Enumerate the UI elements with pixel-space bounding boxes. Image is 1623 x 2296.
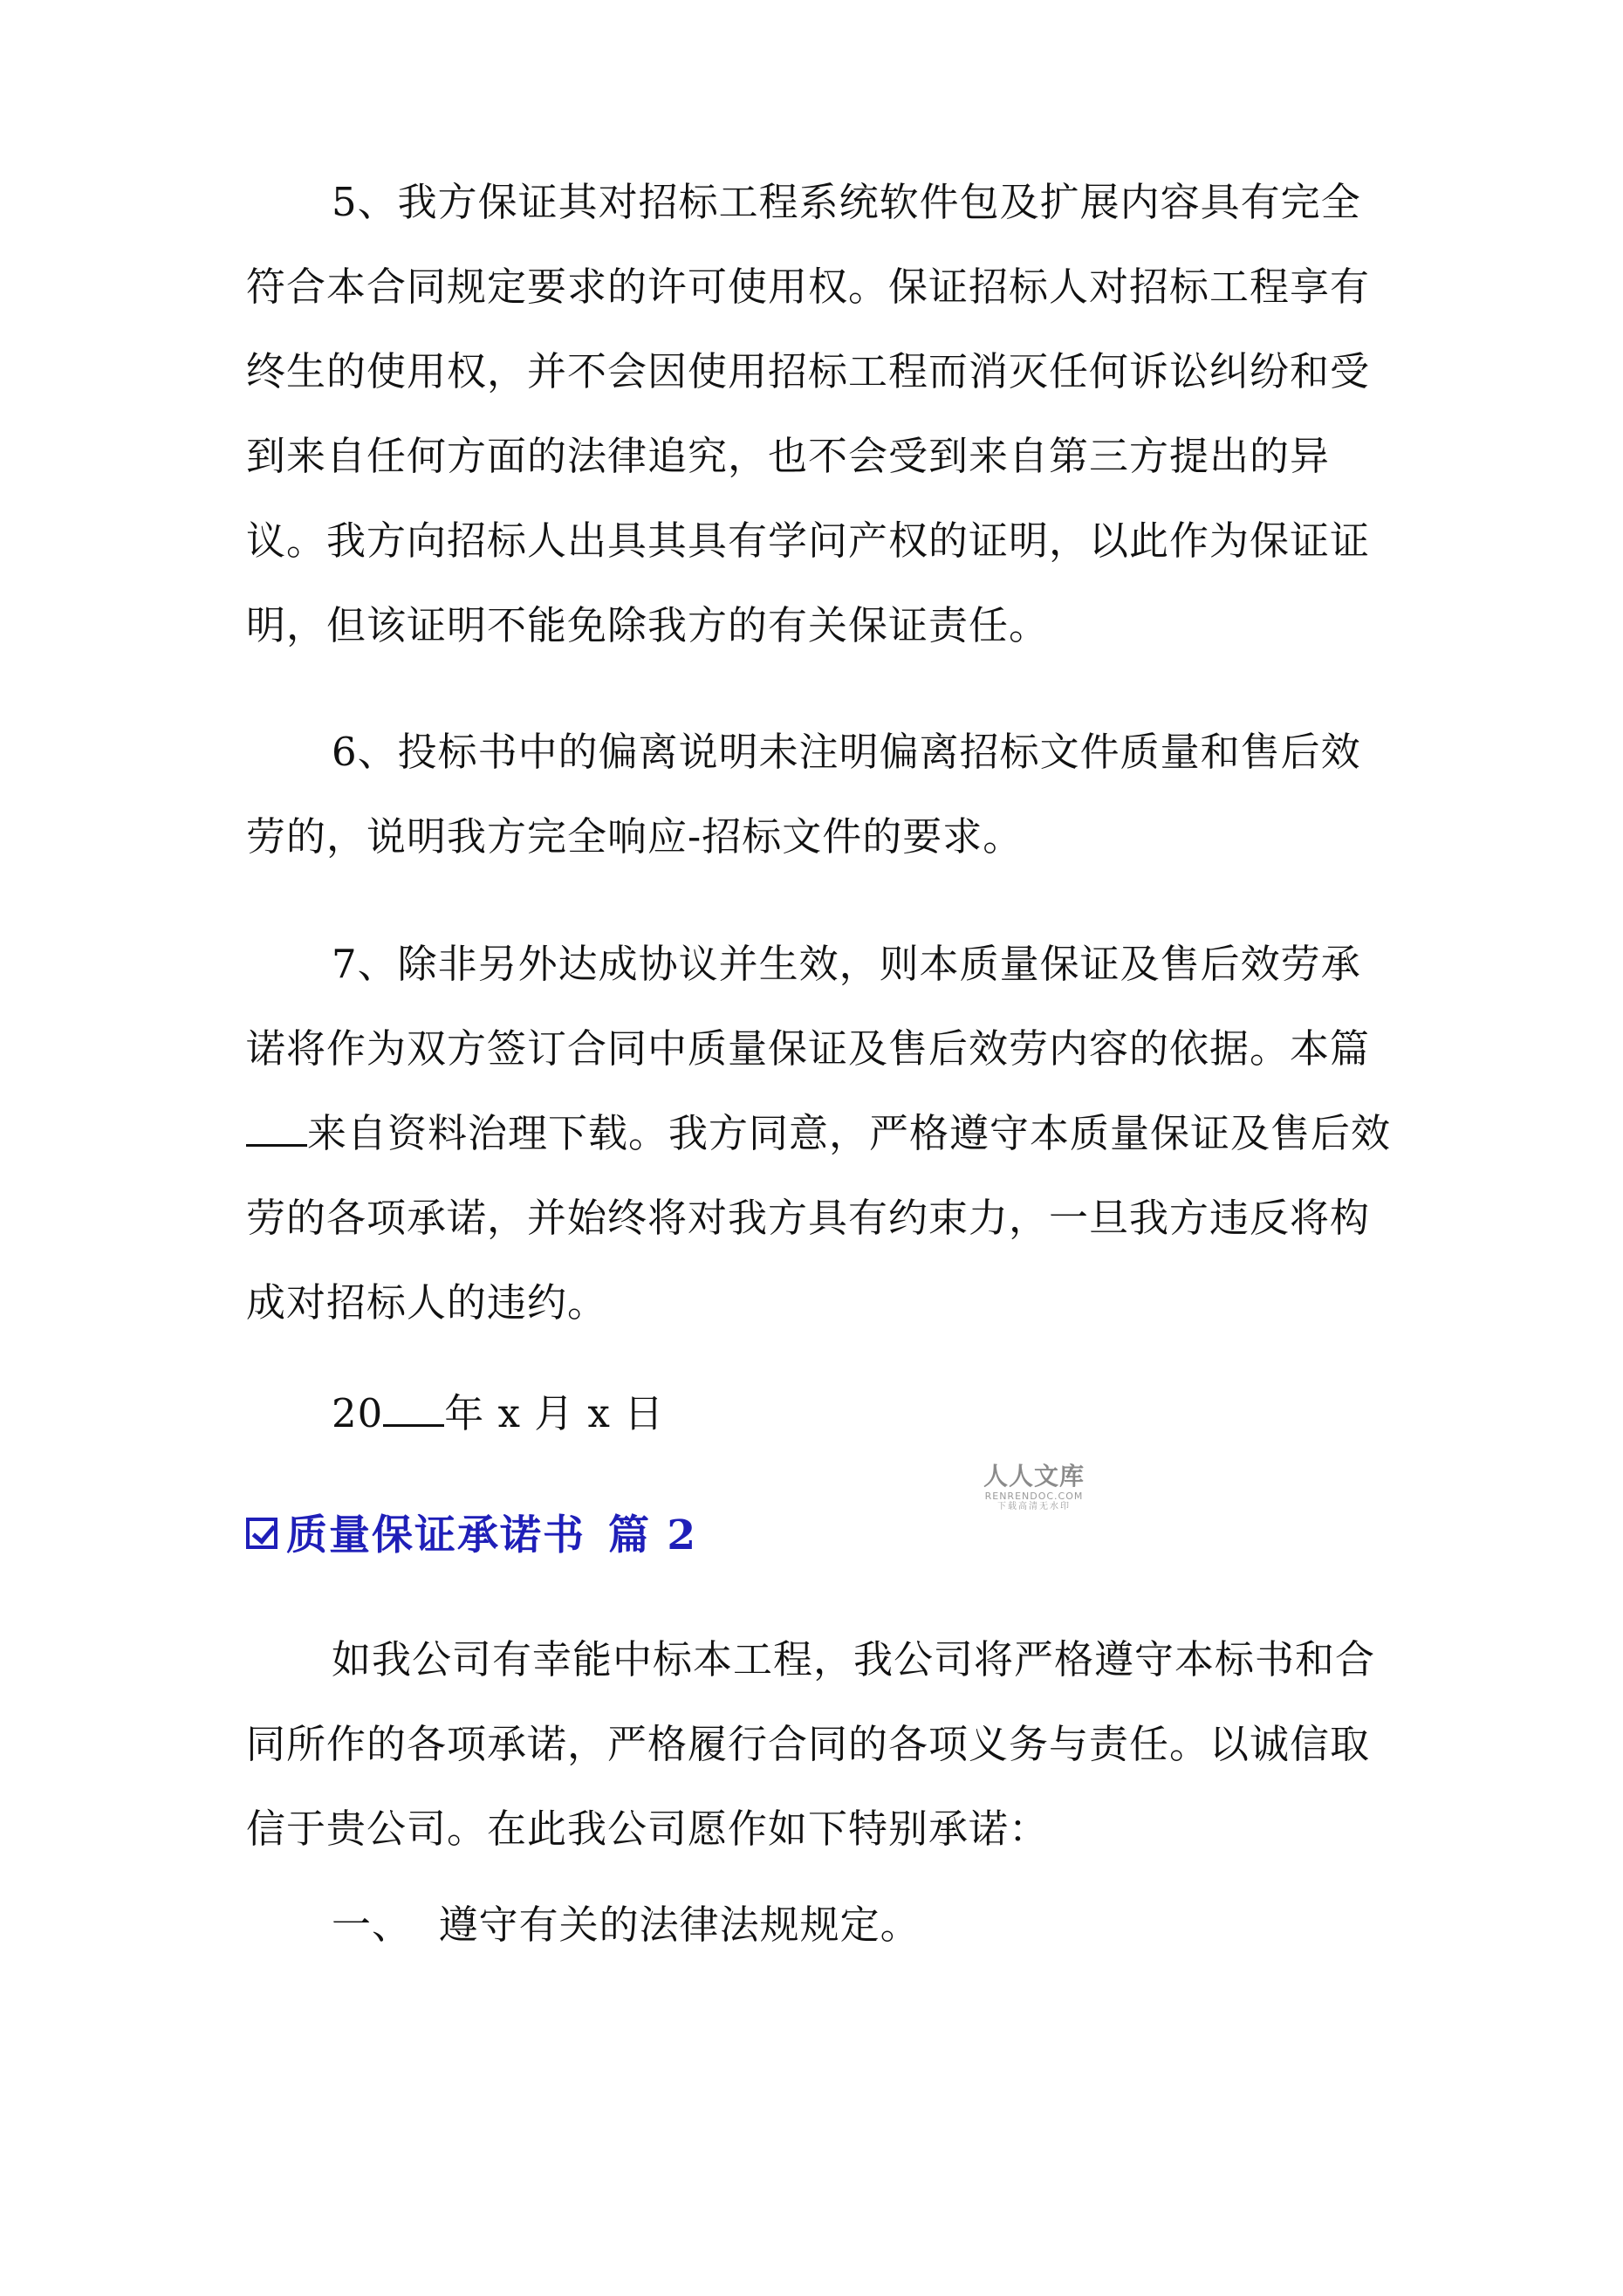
watermark-sub: 下载高清无水印 [997, 1502, 1071, 1511]
heading-title: 质量保证承诺书 [286, 1511, 586, 1559]
date-line [332, 1383, 664, 1444]
paragraph-intro [246, 1617, 1398, 1871]
paragraph-line: 信于贵公司。在此我公司愿作如下特别承诺： [246, 1806, 1050, 1852]
paragraph-line: 劳的各项承诺，并始终将对我方具有约束力，一旦我方违反将构 [246, 1195, 1371, 1241]
list-item-1 [246, 1882, 1398, 1967]
paragraph-line: 成对招标人的违约。 [246, 1279, 608, 1326]
heading-suffix: 篇 2 [608, 1511, 698, 1559]
watermark-url: RENRENDOC.COM [984, 1491, 1084, 1502]
paragraph-line: 5、我方保证其对招标工程系统软件包及扩展内容具有完全 [332, 179, 1361, 225]
paragraph-5 [246, 160, 1398, 668]
paragraph-line: 终生的使用权，并不会因使用招标工程而消灭任何诉讼纠纷和受 [246, 348, 1371, 394]
date-prefix: 20 [332, 1390, 384, 1436]
paragraph-line: 议。我方向招标人出具其具有学问产权的证明，以此作为保证证 [246, 517, 1371, 564]
date-rest: 年 x 月 x 日 [444, 1390, 665, 1436]
paragraph-line: 一、 遵守有关的法律法规规定。 [332, 1902, 921, 1948]
section-heading [246, 1501, 697, 1562]
blank-underline [383, 1393, 444, 1427]
watermark-logo [969, 1464, 1099, 1511]
paragraph-text: 来自资料治理下载。我方同意，严格遵守本质量保证及售后效 [307, 1110, 1392, 1156]
watermark-main: 人人文库 [983, 1462, 1085, 1491]
paragraph-7 [246, 922, 1398, 1345]
paragraph-line: 7、除非另外达成协议并生效，则本质量保证及售后效劳承 [332, 941, 1361, 987]
paragraph-line: 同所作的各项承诺，严格履行合同的各项义务与责任。以诚信取 [246, 1721, 1371, 1767]
blank-underline [246, 1113, 307, 1147]
paragraph-line [246, 1091, 1398, 1175]
paragraph-line: 明，但该证明不能免除我方的有关保证责任。 [246, 602, 1050, 648]
paragraph-line: 6、投标书中的偏离说明未注明偏离招标文件质量和售后效 [332, 729, 1361, 775]
paragraph-line: 诺将作为双方签订合同中质量保证及售后效劳内容的依据。本篇 [246, 1025, 1371, 1072]
paragraph-6 [246, 709, 1398, 879]
paragraph-line: 符合本合同规定要求的许可使用权。保证招标人对招标工程享有 [246, 264, 1371, 310]
paragraph-line: 如我公司有幸能中标本工程，我公司将严格遵守本标书和合 [332, 1636, 1376, 1683]
checkbox-checked-icon [246, 1518, 277, 1549]
paragraph-line: 到来自任何方面的法律追究，也不会受到来自第三方提出的异 [246, 433, 1331, 479]
paragraph-line: 劳的，说明我方完全响应-招标文件的要求。 [246, 813, 1024, 860]
